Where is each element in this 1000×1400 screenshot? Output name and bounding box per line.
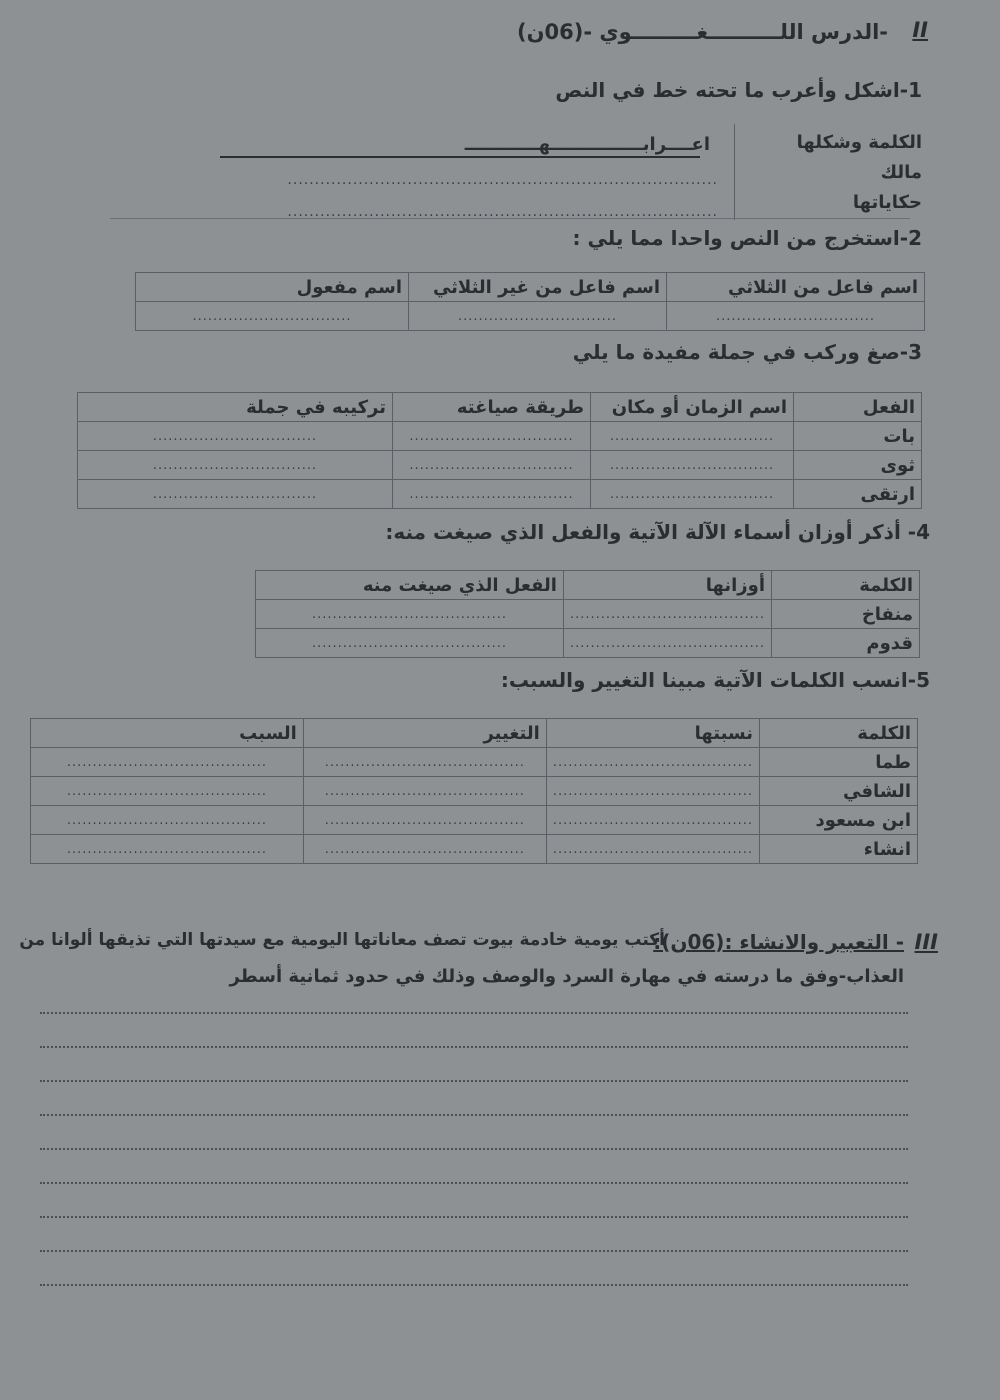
q5-r3-c2[interactable]: .......................................	[546, 806, 759, 835]
section-title: -الدرس اللــــــــــغـــــــــوي -(06ن)	[517, 20, 888, 44]
q3-header-3: طريقة صياغته	[393, 393, 591, 422]
q5-r4-c3[interactable]: .......................................	[303, 835, 546, 864]
q5-r4-c4[interactable]: .......................................	[31, 835, 304, 864]
q1-answer-line-1[interactable]: ...............................................................................	[287, 172, 718, 188]
q5-table	[30, 718, 918, 864]
q5-r2-c2[interactable]: .......................................	[546, 777, 759, 806]
q2-header-1: اسم فاعل من الثلاثي	[667, 273, 925, 302]
q3-r1-c4[interactable]: ................................	[78, 422, 393, 451]
q1-answer-line-2[interactable]: ...............................................................................	[287, 204, 718, 220]
q2-answer-3[interactable]: ...............................	[136, 302, 409, 331]
section-numeral: II	[912, 18, 928, 42]
q2-header-3: اسم مفعول	[136, 273, 409, 302]
writing-line[interactable]	[40, 1012, 908, 1014]
q4-r2-c2[interactable]: ......................................	[563, 629, 771, 658]
writing-line[interactable]	[40, 1148, 908, 1150]
section-3-numeral: III	[914, 930, 938, 954]
q5-word-2: الشافي	[760, 777, 918, 806]
q5-word-4: انشاء	[760, 835, 918, 864]
q5-r3-c4[interactable]: .......................................	[31, 806, 304, 835]
q3-header-1: الفعل	[794, 393, 922, 422]
q3-r2-c4[interactable]: ................................	[78, 451, 393, 480]
section-3-prompt-line-2: العذاب-وفق ما درسته في مهارة السرد والوصف وذلك في حدود ثمانية أسطر	[229, 966, 904, 987]
q4-header-1: الكلمة	[772, 571, 920, 600]
writing-line[interactable]	[40, 1182, 908, 1184]
writing-line[interactable]	[40, 1080, 908, 1082]
q1-word-2: حكاياتها	[852, 192, 922, 213]
q5-r2-c3[interactable]: .......................................	[303, 777, 546, 806]
q1-header-parse: اعــــرابـــــــــــــــهــــــــــــ	[464, 134, 710, 155]
q2-answer-2[interactable]: ...............................	[409, 302, 667, 331]
q4-word-2: قدوم	[772, 629, 920, 658]
q4-word-1: منفاخ	[772, 600, 920, 629]
question-3-prompt: 3-صغ وركب في جملة مفيدة ما يلي	[572, 340, 922, 364]
q3-verb-3: ارتقى	[794, 480, 922, 509]
q5-header-3: التغيير	[303, 719, 546, 748]
q5-r1-c3[interactable]: .......................................	[303, 748, 546, 777]
q3-r2-c3[interactable]: ................................	[393, 451, 591, 480]
q1-header-underline	[220, 156, 700, 158]
q4-header-3: الفعل الذي صيغت منه	[256, 571, 564, 600]
q5-header-2: نسبتها	[546, 719, 759, 748]
question-4-prompt: 4- أذكر أوزان أسماء الآلة الآتية والفعل الذي صيغت منه:	[385, 520, 930, 544]
section-3-prompt-line-1: أكتب يومية خادمة بيوت تصف معاناتها اليومية مع سيدتها التي تذيقها ألوانا من	[19, 930, 665, 950]
q3-r3-c2[interactable]: ................................	[591, 480, 794, 509]
q2-table	[135, 272, 925, 331]
question-5-prompt: 5-انسب الكلمات الآتية مبينا التغيير والسبب:	[500, 668, 930, 692]
q3-r2-c2[interactable]: ................................	[591, 451, 794, 480]
section-3-title: - التعبير والانشاء :(06ن):	[653, 930, 904, 954]
writing-line[interactable]	[40, 1284, 908, 1286]
q5-header-1: الكلمة	[760, 719, 918, 748]
writing-line[interactable]	[40, 1046, 908, 1048]
q4-r1-c3[interactable]: ......................................	[256, 600, 564, 629]
q3-verb-2: ثوى	[794, 451, 922, 480]
q3-r1-c3[interactable]: ................................	[393, 422, 591, 451]
question-2-prompt: 2-استخرج من النص واحدا مما يلي :	[572, 226, 922, 250]
q2-answer-1[interactable]: ...............................	[667, 302, 925, 331]
q3-r3-c3[interactable]: ................................	[393, 480, 591, 509]
q3-r1-c2[interactable]: ................................	[591, 422, 794, 451]
q5-r2-c4[interactable]: .......................................	[31, 777, 304, 806]
q5-word-3: ابن مسعود	[760, 806, 918, 835]
q4-r1-c2[interactable]: ......................................	[563, 600, 771, 629]
q3-r3-c4[interactable]: ................................	[78, 480, 393, 509]
q5-word-1: طما	[760, 748, 918, 777]
writing-line[interactable]	[40, 1250, 908, 1252]
q5-r1-c4[interactable]: .......................................	[31, 748, 304, 777]
q2-header-2: اسم فاعل من غير الثلاثي	[409, 273, 667, 302]
q3-table	[77, 392, 922, 509]
q5-r4-c2[interactable]: .......................................	[546, 835, 759, 864]
q3-header-4: تركيبه في جملة	[78, 393, 393, 422]
q5-header-4: السبب	[31, 719, 304, 748]
q1-column-divider	[734, 124, 735, 220]
question-1-prompt: 1-اشكل وأعرب ما تحته خط في النص	[555, 78, 922, 102]
q1-header-word: الكلمة وشكلها	[796, 132, 922, 153]
q4-r2-c3[interactable]: ......................................	[256, 629, 564, 658]
q5-r3-c3[interactable]: .......................................	[303, 806, 546, 835]
q3-header-2: اسم الزمان أو مكان	[591, 393, 794, 422]
q4-table	[255, 570, 920, 658]
q1-word-1: مالك	[880, 162, 922, 183]
writing-line[interactable]	[40, 1114, 908, 1116]
q5-r1-c2[interactable]: .......................................	[546, 748, 759, 777]
q4-header-2: أوزانها	[563, 571, 771, 600]
writing-line[interactable]	[40, 1216, 908, 1218]
q3-verb-1: بات	[794, 422, 922, 451]
